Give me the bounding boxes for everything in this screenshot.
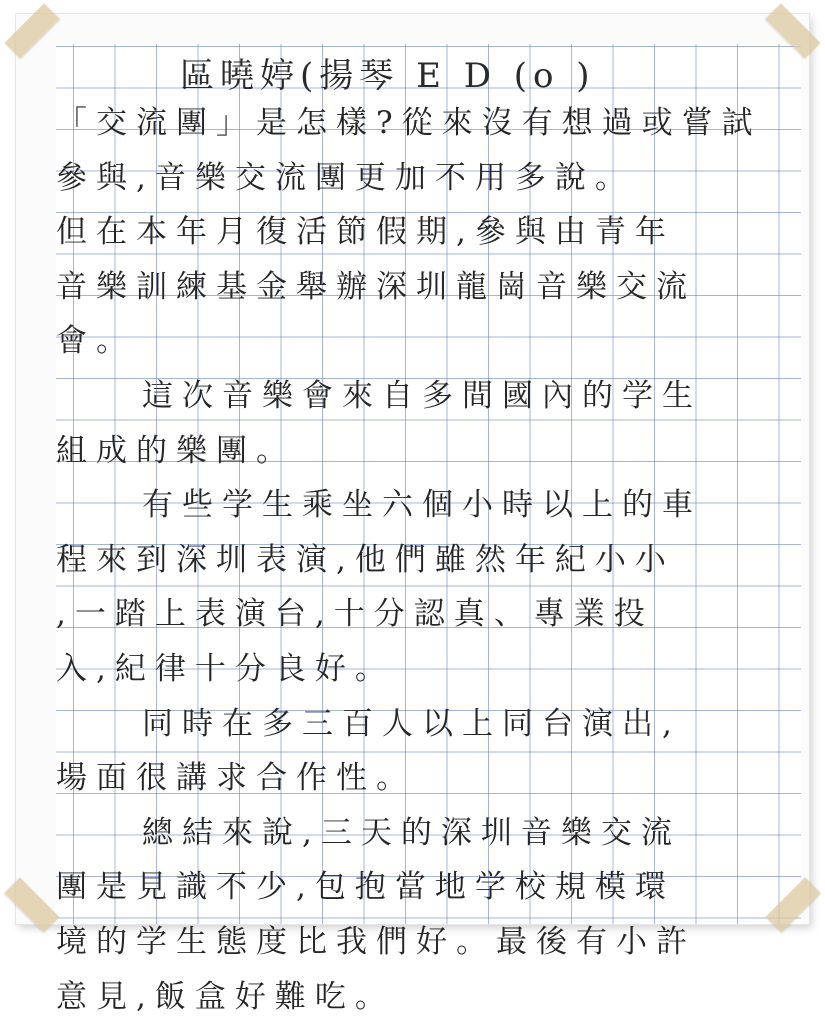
essay-line: 同時在多三百人以上同台演出, — [56, 697, 786, 752]
essay-line: 這次音樂會來自多間國內的学生 — [56, 369, 786, 424]
essay-line: 境的学生態度比我們好。最後有小許 — [56, 915, 786, 970]
essay-line: 入,紀律十分良好。 — [56, 642, 786, 697]
essay-line: 團是見識不少,包抱當地学校規模環 — [56, 860, 786, 915]
essay-line: 組成的樂團。 — [56, 424, 786, 479]
essay-line: 但在本年月復活節假期,參與由青年 — [56, 205, 786, 260]
essay-body — [56, 96, 786, 1024]
author-heading: 區曉婷(揚琴 E D (o ) — [180, 48, 660, 97]
essay-line: 程來到深圳表演,他們雖然年紀小小 — [56, 533, 786, 588]
essay-line: 意見,飯盒好難吃。 — [56, 970, 786, 1024]
essay-line: 總結來說,三天的深圳音樂交流 — [56, 806, 786, 861]
essay-line: 音樂訓練基金舉辦深圳龍崗音樂交流 — [56, 260, 786, 315]
essay-line: 會。 — [56, 314, 786, 369]
essay-line: ,一踏上表演台,十分認真、專業投 — [56, 587, 786, 642]
essay-line: 參與,音樂交流團更加不用多說。 — [56, 151, 786, 206]
essay-line: 有些学生乘坐六個小時以上的車 — [56, 478, 786, 533]
essay-line: 場面很講求合作性。 — [56, 751, 786, 806]
essay-line: 「交流團」是怎樣?從來沒有想過或嘗試 — [56, 96, 786, 151]
